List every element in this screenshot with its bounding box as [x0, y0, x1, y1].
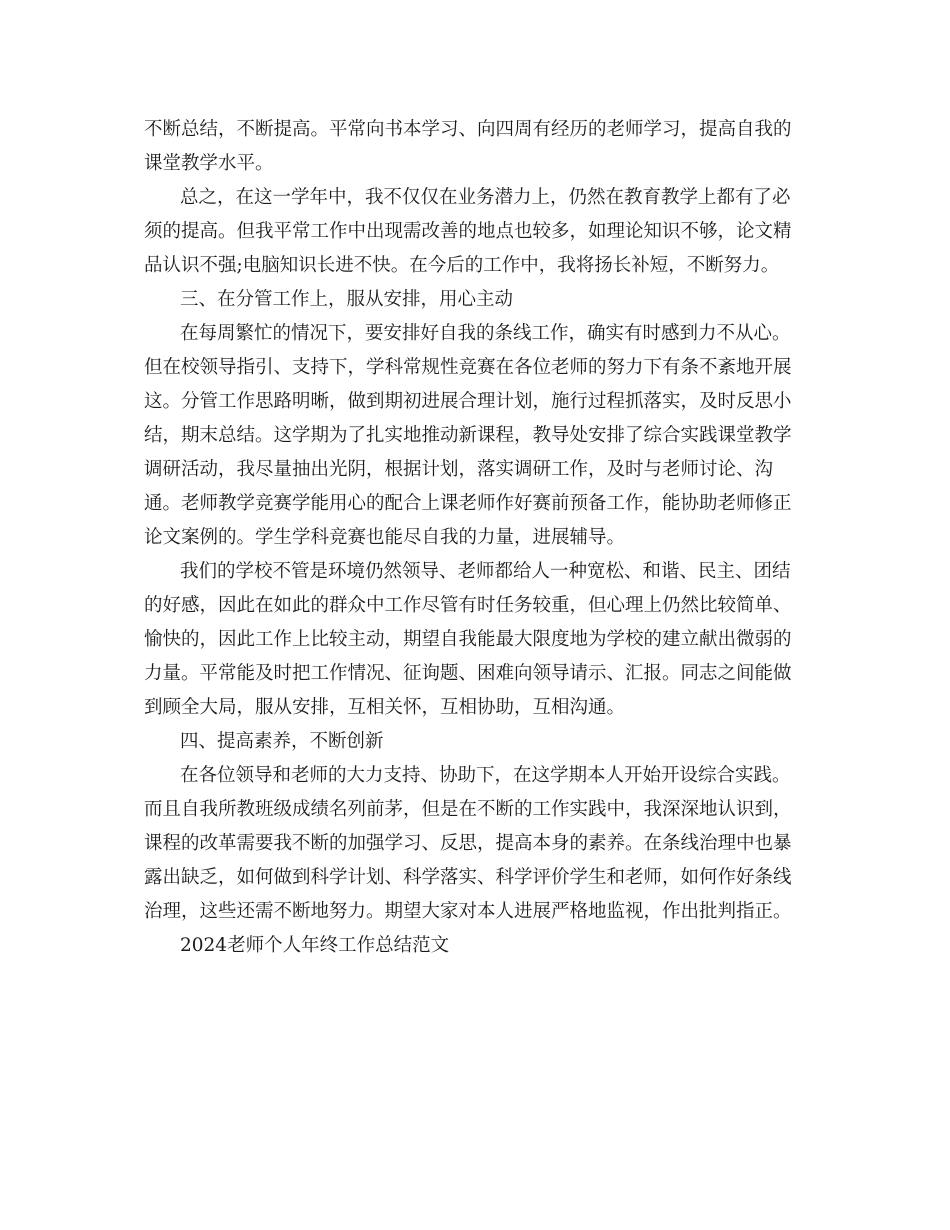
text-line: 这。分管工作思路明晰，做到期初进展合理计划，施行过程抓落实，及时反思小: [144, 391, 792, 412]
text-line: 露出缺乏，如何做到科学计划、科学落实、科学评价学生和老师，如何作好条线: [144, 867, 792, 888]
text-line: 调研活动，我尽量抽出光阴，根据计划，落实调研工作，及时与老师讨论、沟: [144, 459, 774, 480]
document-body: [144, 113, 804, 963]
paragraph-5: [144, 555, 804, 725]
paragraph-2: [144, 181, 804, 283]
section-heading-3: [144, 283, 804, 317]
text-line: 结，期末总结。这学期为了扎实地推动新课程，教导处安排了综合实践课堂教学: [144, 425, 792, 446]
text-line: 愉快的，因此工作上比较主动，期望自我能最大限度地为学校的建立献出微弱的: [144, 629, 792, 650]
text-line: 我们的学校不管是环境仍然领导、老师都给人一种宽松、和谐、民主、团结: [180, 561, 791, 582]
text-line: 总之，在这一学年中，我不仅仅在业务潜力上，仍然在教育教学上都有了必: [180, 187, 791, 208]
text-line: 到顾全大局，服从安排，互相关怀，互相协助，互相沟通。: [144, 697, 626, 718]
text-line: 课程的改革需要我不断的加强学习、反思，提高本身的素养。在条线治理中也暴: [144, 833, 792, 854]
text-line: 课堂教学水平。: [144, 153, 274, 174]
next-article-title: [144, 929, 804, 963]
text-line: 通。老师教学竞赛学能用心的配合上课老师作好赛前预备工作，能协助老师修正: [144, 493, 792, 514]
text-line: 2024老师个人年终工作总结范文: [180, 935, 450, 956]
text-line: 论文案例的。学生学科竞赛也能尽自我的力量，进展辅导。: [144, 527, 626, 548]
text-line: 的好感，因此在如此的群众中工作尽管有时任务较重，但心理上仍然比较简单、: [144, 595, 792, 616]
text-line: 不断总结，不断提高。平常向书本学习、向四周有经历的老师学习，提高自我的: [144, 119, 792, 140]
section-heading-4: [144, 725, 804, 759]
paragraph-1: [144, 113, 804, 181]
text-line: 在每周繁忙的情况下，要安排好自我的条线工作，确实有时感到力不从心。: [180, 323, 791, 344]
text-line: 三、在分管工作上，服从安排，用心主动: [180, 289, 514, 310]
paragraph-4: [144, 317, 804, 555]
text-line: 在各位领导和老师的大力支持、协助下，在这学期本人开始开设综合实践。: [180, 765, 791, 786]
text-line: 品认识不强;电脑知识长进不快。在今后的工作中，我将扬长补短，不断努力。: [144, 255, 780, 276]
text-line: 治理，这些还需不断地努力。期望大家对本人进展严格地监视，作出批判指正。: [144, 901, 792, 922]
text-line: 须的提高。但我平常工作中出现需改善的地点也较多，如理论知识不够，论文精: [144, 221, 792, 242]
text-line: 但在校领导指引、支持下，学科常规性竞赛在各位老师的努力下有条不紊地开展: [144, 357, 792, 378]
paragraph-7: [144, 759, 804, 929]
text-line: 而且自我所教班级成绩名列前茅，但是在不断的工作实践中，我深深地认识到，: [144, 799, 792, 820]
text-line: 四、提高素养，不断创新: [180, 731, 384, 752]
text-line: 力量。平常能及时把工作情况、征询题、困难向领导请示、汇报。同志之间能做: [144, 663, 792, 684]
